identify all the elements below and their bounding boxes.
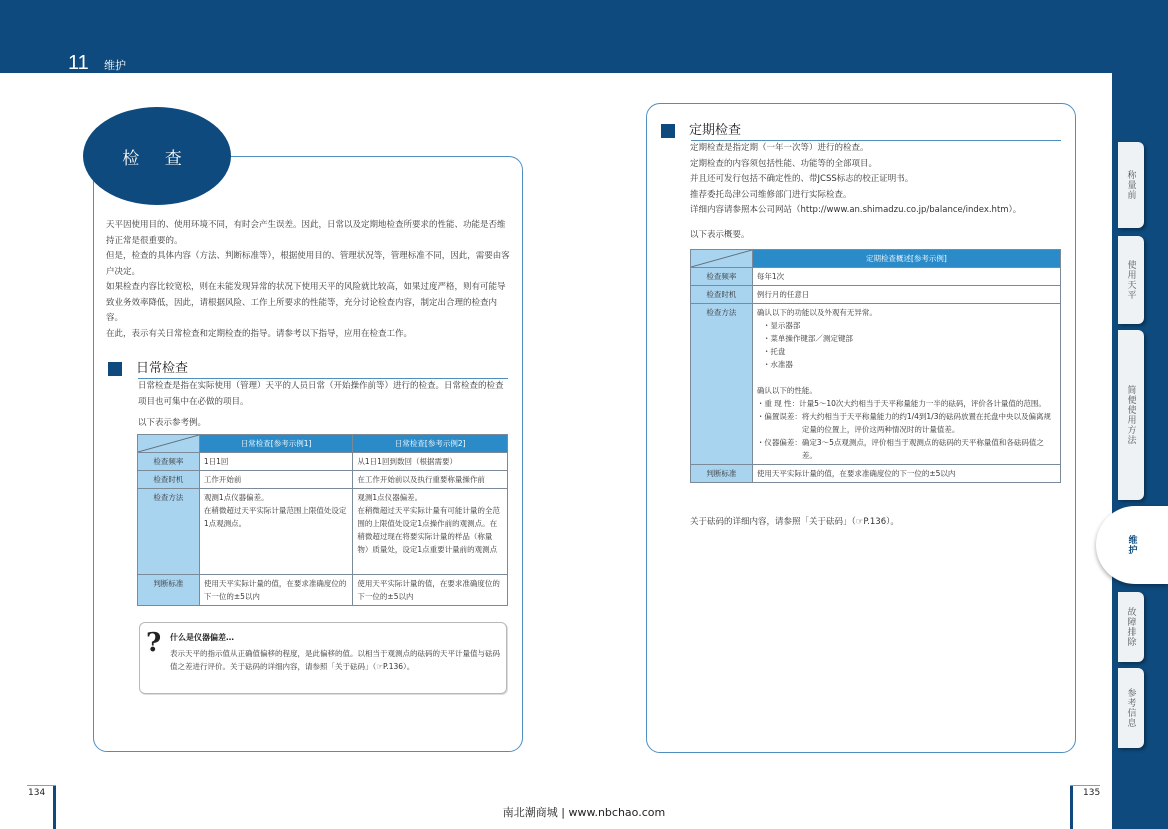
page-number-left: 134 bbox=[28, 788, 46, 798]
daily-example-label: 以下表示参考例。 bbox=[138, 418, 207, 428]
table-cell: 观测1点仪器偏差。 在稍微超过天平实际计量范围上限值处设定1点观测点。 bbox=[199, 489, 353, 575]
performance-key: ・偏置误差： bbox=[756, 412, 802, 421]
note-title: 什么是仪器偏差… bbox=[170, 633, 234, 642]
table-row bbox=[691, 304, 1061, 465]
intro-paragraph: 在此，表示有关日常检查和定期检查的指导。请参考以下指导，应用在检查工作。 bbox=[106, 328, 413, 339]
periodic-paragraph: 定期检查是指定期（一年一次等）进行的检查。 bbox=[690, 143, 869, 153]
periodic-check-text bbox=[690, 141, 1066, 243]
method-item: ・显示器部 bbox=[762, 321, 801, 330]
table-corner bbox=[691, 250, 753, 268]
overview-label: 以下表示概要。 bbox=[690, 229, 750, 240]
table-row bbox=[138, 471, 508, 489]
performance-item bbox=[757, 397, 1056, 410]
note-box bbox=[139, 622, 507, 694]
performance-item bbox=[757, 436, 1056, 462]
chapter-number: 11 bbox=[68, 52, 89, 74]
table-header: 日常检查[参考示例2] bbox=[353, 435, 508, 453]
row-label: 判断标准 bbox=[691, 465, 753, 483]
table-row bbox=[691, 465, 1061, 483]
method-intro: 确认以下的功能以及外观有无异常。 bbox=[756, 308, 877, 317]
page-number-right: 135 bbox=[1083, 788, 1101, 798]
periodic-paragraph: 并且还可发行包括不确定性的、带JCSS标志的校正证明书。 bbox=[690, 174, 914, 184]
table-cell: 使用天平实际计量的值，在要求准确度位的下一位的±5以内 bbox=[199, 575, 353, 606]
heading-marker bbox=[108, 362, 122, 376]
tab-quick-use[interactable]: 简便使用方法 bbox=[1118, 330, 1144, 500]
performance-key: ・重 现 性： bbox=[756, 399, 800, 408]
performance-item bbox=[757, 410, 1056, 436]
periodic-paragraph: 定期检查的内容须包括性能、功能等的全部项目。 bbox=[690, 158, 878, 169]
weights-reference: 关于砝码的详细内容，请参照「关于砝码」（☞P.136）。 bbox=[690, 517, 899, 527]
intro-paragraph: 但是，检查的具体内容（方法、判断标准等），根据使用目的、管理状况等，管理标准不同，因此，需要由客户决定。 bbox=[106, 251, 510, 277]
method-cell bbox=[752, 304, 1060, 465]
periodic-check-title: 定期检查 bbox=[689, 123, 742, 138]
section-title-oval: 检 查 bbox=[83, 107, 231, 205]
intro-text bbox=[106, 218, 512, 342]
table-cell: 观测1点仪器偏差。 在稍微超过天平实际计量有可能计量的全范围的上限值处设定1点操作前的观测点。在稍微超过现在将要实际计量的样品（称量物）质量处，设定1点重要计量前的观测点 bbox=[353, 489, 508, 575]
row-label: 检查频率 bbox=[138, 453, 200, 471]
row-label: 判断标准 bbox=[138, 575, 200, 606]
chapter-title: 维护 bbox=[104, 59, 126, 72]
row-label: 检查方法 bbox=[138, 489, 200, 575]
table-row bbox=[138, 453, 508, 471]
periodic-check-heading bbox=[661, 119, 741, 138]
table-cell: 使用天平实际计量的值，在要求准确度位的下一位的±5以内 bbox=[752, 465, 1060, 483]
tab-reference[interactable]: 参考信息 bbox=[1118, 668, 1144, 748]
performance-value: 将大约相当于天平称量能力的约1/4到1/3的砝码放置在托盘中央以及偏离规定量的位置上，评价这两种情况时的计量值差。 bbox=[801, 412, 1051, 434]
performance-value: 计量5～10次大约相当于天平称量能力一半的砝码，评价各计量值的范围。 bbox=[799, 399, 1046, 408]
table-header: 定期检查概述[参考示例] bbox=[752, 250, 1060, 268]
intro-paragraph: 如果检查内容比较宽松，则在未能发现异常的状况下使用天平的风险就比较高，如果过度严格，则有可能导致业务效率降低，因此，请根据风险、工作上所要求的性能等，充分讨论检查内容，制定出合理的检查内容。 bbox=[106, 282, 506, 323]
performance-key: ・仪器偏差： bbox=[756, 438, 802, 447]
table-cell: 在工作开始前以及执行重要称量操作前 bbox=[353, 471, 508, 489]
page-rule bbox=[1070, 785, 1100, 786]
row-label: 检查频率 bbox=[691, 268, 753, 286]
intro-paragraph: 天平因使用目的、使用环境不同，有时会产生误差。因此，日常以及定期地检查所要求的性能、功能是否维持正常是很重要的。 bbox=[106, 220, 506, 246]
table-cell: 例行月的任意日 bbox=[752, 286, 1060, 304]
daily-paragraph: 日常检查是指在实际使用（管理）天平的人员日常（开始操作前等）进行的检查。日常检查的检查项目也可集中在必做的项目。 bbox=[138, 381, 504, 407]
daily-check-text bbox=[138, 379, 510, 432]
page-rule bbox=[27, 785, 56, 786]
row-label: 检查时机 bbox=[691, 286, 753, 304]
daily-check-heading bbox=[108, 357, 188, 376]
daily-check-title: 日常检查 bbox=[136, 361, 189, 376]
tab-before-weighing[interactable]: 称量前 bbox=[1118, 142, 1144, 228]
table-cell: 工作开始前 bbox=[199, 471, 353, 489]
tab-using-balance[interactable]: 使用天平 bbox=[1118, 236, 1144, 324]
table-header: 日常检查[参考示例1] bbox=[199, 435, 353, 453]
method-item: ・水准器 bbox=[762, 360, 793, 369]
table-row bbox=[691, 268, 1061, 286]
row-label: 检查时机 bbox=[138, 471, 200, 489]
question-icon: ? bbox=[146, 628, 162, 658]
method-item: ・托盘 bbox=[762, 347, 786, 356]
table-row bbox=[691, 286, 1061, 304]
performance-intro: 确认以下的性能。 bbox=[756, 386, 817, 395]
note-text: 表示天平的指示值从正确值偏移的程度，是此偏移的值。以相当于观测点的砝码的天平计量值与砝码值之差进行评价。关于砝码的详细内容，请参照「关于砝码」（☞P.136）。 bbox=[170, 649, 500, 671]
row-label: 检查方法 bbox=[691, 304, 753, 465]
periodic-paragraph: 推荐委托岛津公司维修部门进行实际检查。 bbox=[690, 189, 852, 200]
table-cell: 每年1次 bbox=[752, 268, 1060, 286]
heading-marker bbox=[661, 124, 675, 138]
table-corner bbox=[138, 435, 200, 453]
table-cell: 使用天平实际计量的值，在要求准确度位的下一位的±5以内 bbox=[353, 575, 508, 606]
tab-troubleshooting[interactable]: 故障排除 bbox=[1118, 592, 1144, 662]
periodic-check-table bbox=[690, 249, 1061, 483]
tab-maintenance[interactable]: 维护 bbox=[1096, 506, 1168, 584]
method-item: ・菜单操作键部／测定键部 bbox=[762, 334, 853, 343]
daily-check-table bbox=[137, 434, 508, 606]
website-link[interactable]: 详细内容请参照本公司网站（http://www.an.shimadzu.co.jp/balance/index.htm）。 bbox=[690, 205, 1022, 215]
footer-watermark: 南北潮商城 | www.nbchao.com bbox=[502, 806, 666, 819]
table-row bbox=[138, 489, 508, 575]
table-row bbox=[138, 575, 508, 606]
table-cell: 1日1回 bbox=[199, 453, 353, 471]
header-band bbox=[0, 0, 1168, 73]
performance-value: 确定3～5点观测点，评价相当于观测点的砝码的天平称量值和各砝码值之差。 bbox=[801, 438, 1044, 460]
table-cell: 从1日1回到数回（根据需要） bbox=[353, 453, 508, 471]
